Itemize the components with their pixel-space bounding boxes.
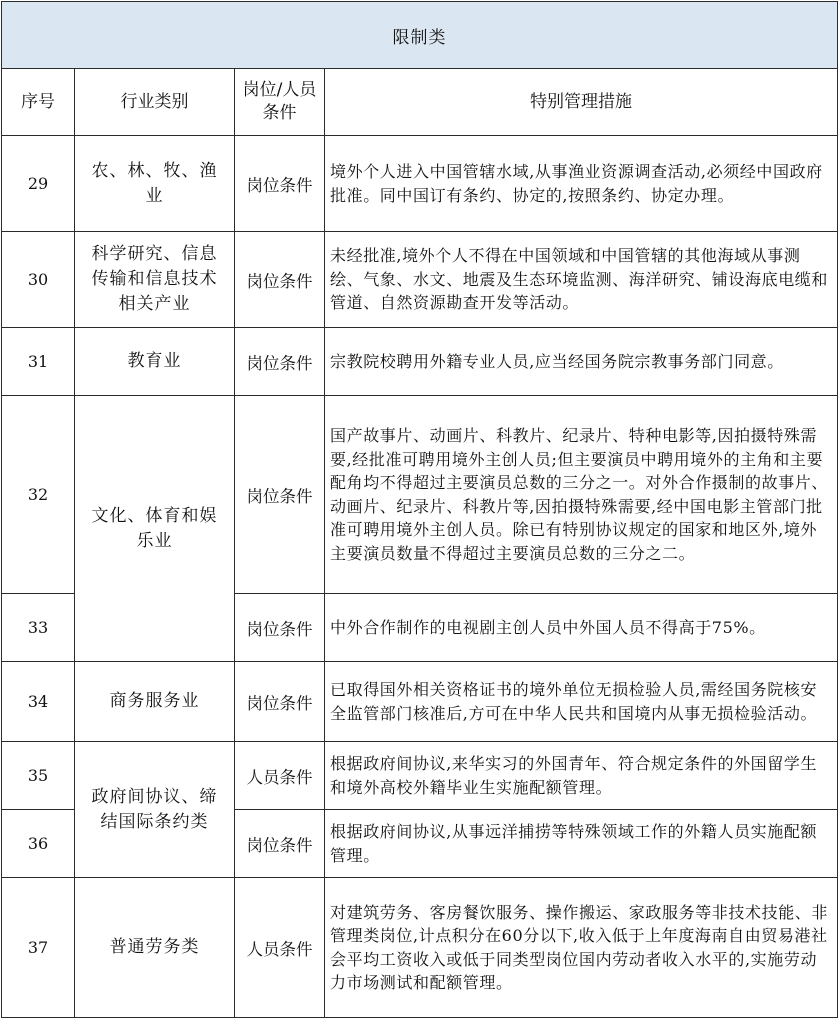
measure-cell: 中外合作制作的电视剧主创人员中外国人员不得高于75%。 — [325, 594, 838, 662]
measure-cell: 对建筑劳务、客房餐饮服务、操作搬运、家政服务等非技术技能、非管理类岗位,计点积分在60分以下,收入低于上年度海南自由贸易港社会平均工资收入或低于同类型岗位国内劳动者收入水平的,实施劳动力市场测试和配额管理。 — [325, 878, 838, 1018]
industry-cell: 政府间协议、缔结国际条约类 — [75, 742, 235, 878]
table-row — [2, 396, 838, 594]
condition-cell: 岗位条件 — [235, 328, 325, 396]
row-number: 33 — [2, 594, 75, 662]
condition-cell: 岗位条件 — [235, 136, 325, 232]
condition-cell: 岗位条件 — [235, 810, 325, 878]
condition-cell: 人员条件 — [235, 878, 325, 1018]
header-row — [2, 69, 838, 136]
header-no: 序号 — [2, 69, 75, 136]
measure-cell: 国产故事片、动画片、科教片、纪录片、特种电影等,因拍摄特殊需要,经批准可聘用境外主创人员;但主要演员中聘用境外的主角和主要配角均不得超过主要演员总数的三分之一。对外合作摄制的故事片、动画片、纪录片、科教片等,因拍摄特殊需要,经中国电影主管部门批准可聘用境外主创人员。除已有特别协议规定的国家和地区外,境外主要演员数量不得超过主要演员总数的三分之二。 — [325, 396, 838, 594]
row-number: 29 — [2, 136, 75, 232]
industry-cell: 普通劳务类 — [75, 878, 235, 1018]
header-condition: 岗位/人员条件 — [235, 69, 325, 136]
measure-cell: 根据政府间协议,来华实习的外国青年、符合规定条件的外国留学生和境外高校外籍毕业生实施配额管理。 — [325, 742, 838, 810]
condition-cell: 岗位条件 — [235, 396, 325, 594]
row-number: 37 — [2, 878, 75, 1018]
measure-cell: 境外个人进入中国管辖水域,从事渔业资源调查活动,必须经中国政府批准。同中国订有条约、协定的,按照条约、协定办理。 — [325, 136, 838, 232]
industry-cell: 农、林、牧、渔业 — [75, 136, 235, 232]
header-industry: 行业类别 — [75, 69, 235, 136]
condition-cell: 岗位条件 — [235, 662, 325, 742]
table-row — [2, 328, 838, 396]
measure-cell: 未经批准,境外个人不得在中国领域和中国管辖的其他海域从事测绘、气象、水文、地震及生态环境监测、海洋研究、铺设海底电缆和管道、自然资源勘查开发等活动。 — [325, 232, 838, 328]
measure-cell: 已取得国外相关资格证书的境外单位无损检验人员,需经国务院核安全监管部门核准后,方可在中华人民共和国境内从事无损检验活动。 — [325, 662, 838, 742]
table-row — [2, 232, 838, 328]
table-row — [2, 662, 838, 742]
table-title: 限制类 — [2, 2, 838, 69]
table-row — [2, 136, 838, 232]
restriction-table — [1, 1, 838, 1018]
condition-cell: 岗位条件 — [235, 594, 325, 662]
industry-cell: 文化、体育和娱乐业 — [75, 396, 235, 662]
header-measure: 特别管理措施 — [325, 69, 838, 136]
row-number: 35 — [2, 742, 75, 810]
industry-cell: 科学研究、信息传输和信息技术相关产业 — [75, 232, 235, 328]
table-row — [2, 742, 838, 810]
industry-cell: 商务服务业 — [75, 662, 235, 742]
measure-cell: 根据政府间协议,从事远洋捕捞等特殊领域工作的外籍人员实施配额管理。 — [325, 810, 838, 878]
row-number: 30 — [2, 232, 75, 328]
measure-cell: 宗教院校聘用外籍专业人员,应当经国务院宗教事务部门同意。 — [325, 328, 838, 396]
condition-cell: 岗位条件 — [235, 232, 325, 328]
row-number: 31 — [2, 328, 75, 396]
condition-cell: 人员条件 — [235, 742, 325, 810]
table-row — [2, 878, 838, 1018]
industry-cell: 教育业 — [75, 328, 235, 396]
row-number: 36 — [2, 810, 75, 878]
row-number: 32 — [2, 396, 75, 594]
row-number: 34 — [2, 662, 75, 742]
